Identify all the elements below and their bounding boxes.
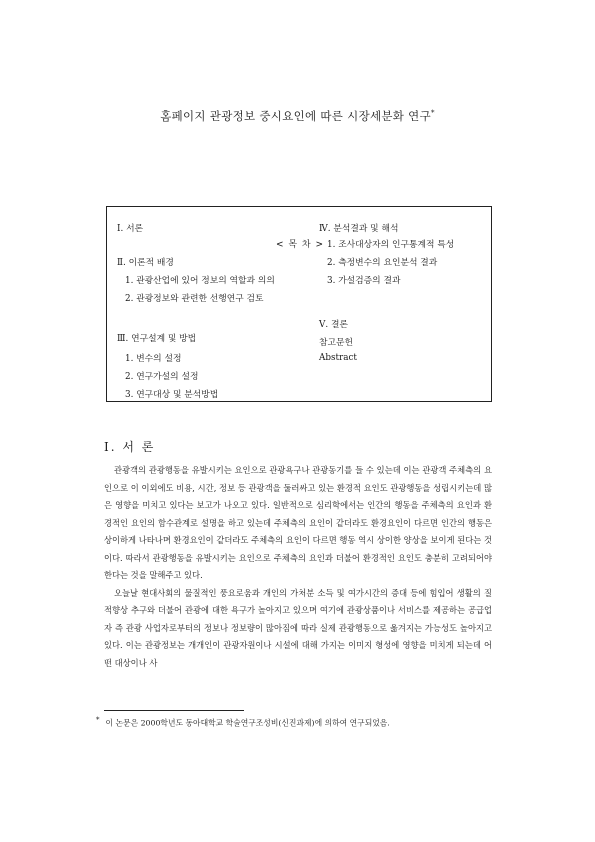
toc-item: Ⅰ. 서론 [117, 224, 144, 234]
toc-item: Abstract [319, 353, 357, 363]
toc-item: 1. 변수의 설정 [125, 354, 182, 364]
toc-item: Ⅴ. 결론 [319, 320, 348, 330]
footnote-divider [104, 710, 244, 711]
section-heading-introduction: Ⅰ. 서 론 [104, 440, 156, 454]
title-footnote-mark: * [430, 109, 435, 118]
toc-item: 1. 관광산업에 있어 정보의 역할과 의의 [125, 276, 275, 286]
paragraph: 관광객의 관광행동을 유발시키는 요인으로 관광욕구나 관광동기를 들 수 있는데 이는 관광객 주체측의 요인으로 이 이외에도 비용, 시간, 정보 등 관광객을 둘러싸고 있는 환경적 요인도 관광행동을 성립시키는데 많은 영향을 미치고 있다는 보고가 나오고 있다. 일반적으로 심리학에서는 인간의 행동을 주체측의 요인과 환경적인 요인의 함수관계로 설명을 하고 있는데 주체측의 요인이 같더라도 환경요인이 다르면 인간의 행동은 상이하게 나타나며 환경요인이 같더라도 주체측의 요인이 다르면 행동 역시 상이한 양상을 보이게 된다는 것이다. 따라서 관광행동을 유발시키는 요인으로 주체측의 요인과 더불어 환경적인 요인도 충분히 고려되어야 한다는 것을 말해주고 있다. [104, 465, 492, 580]
paper-title [0, 108, 595, 124]
toc-item: Ⅳ. 분석결과 및 해석 [319, 224, 399, 234]
toc-item: Ⅱ. 이론적 배경 [117, 258, 174, 268]
footnote-mark: * [96, 716, 100, 724]
body-text [104, 462, 492, 672]
toc-item: 2. 연구가설의 설정 [125, 372, 199, 382]
toc-item: 3. 연구대상 및 분석방법 [125, 390, 219, 400]
table-of-contents [106, 206, 492, 402]
paper-title-text: 홈페이지 관광정보 중시요인에 따른 시장세분화 연구 [160, 109, 431, 123]
toc-item: 참고문헌 [319, 338, 353, 348]
toc-item: 2. 관광정보와 관련한 선행연구 검토 [125, 294, 264, 304]
toc-item: 1. 조사대상자의 인구통계적 특성 [327, 240, 455, 250]
toc-title: < 목 차 > [275, 240, 325, 250]
toc-item: 2. 측정변수의 요인분석 결과 [327, 258, 438, 268]
toc-item: Ⅲ. 연구설계 및 방법 [117, 334, 197, 344]
footnote [96, 716, 496, 729]
paragraph: 오늘날 현대사회의 물질적인 풍요로움과 개인의 가처분 소득 및 여가시간의 증대 등에 힘입어 생활의 질적향상 추구와 더불어 관광에 대한 욕구가 높아지고 있으며 여기에 관광상품이나 서비스를 제공하는 공급업자 즉 관광 사업자로부터의 정보나 정보량이 많아짐에 따라 실제 관광행동으로 옮겨지는 가능성도 높아지고 있다. 이는 관광정보는 개개인이 관광자원이나 시설에 대해 가지는 이미지 형성에 영향을 미치게 되는데 어떤 대상이나 사 [104, 587, 492, 668]
footnote-text: 이 논문은 2000학년도 동아대학교 학술연구조성비(신진과제)에 의하여 연구되었음. [105, 718, 390, 728]
toc-item: 3. 가설검증의 결과 [327, 276, 401, 286]
